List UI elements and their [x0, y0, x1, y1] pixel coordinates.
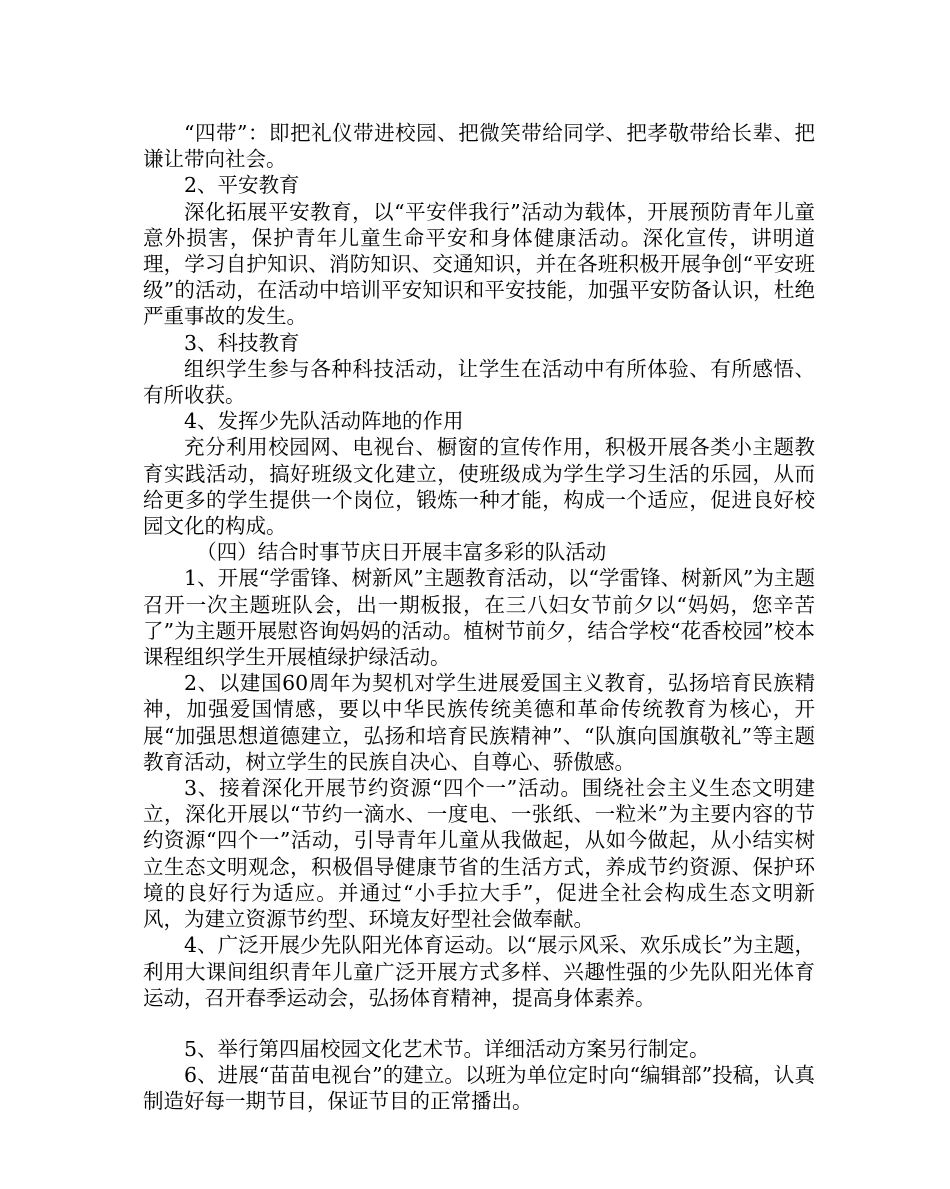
paragraph-safety-education: 深化拓展平安教育，以“平安伴我行”活动为载体，开展预防青年儿童意外损害，保护青年儿童生命平安和身体健康活动。深化宣传，讲明道理，学习自护知识、消防知识、交通知识，并在各班积极开展争创“平安班级”的活动，在活动中培训平安知识和平安技能，加强平安防备认识，杜绝严重事故的发生。: [143, 199, 815, 329]
heading-safety-education: 2、平安教育: [184, 173, 300, 198]
paragraph-art-festival: 5、举行第四届校园文化艺术节。详细活动方案另行制定。: [184, 1036, 710, 1061]
paragraph-sunshine-sports: 4、广泛开展少先队阳光体育运动。以“展示风采、欢乐成长”为主题，利用大课间组织青年儿童广泛开展方式多样、兴趣性强的少先队阳光体育运动，召开春季运动会，弘扬体育精神，提高身体素养。: [143, 933, 815, 1010]
heading-pioneer-base: 4、发挥少先队活动阵地的作用: [184, 409, 464, 434]
paragraph-tv-station: 6、进展“苗苗电视台”的建立。以班为单位定时向“编辑部”投稿，认真制造好每一期节目，保证节目的正常播出。: [143, 1063, 815, 1114]
paragraph-learn-leifeng: 1、开展“学雷锋、树新风”主题教育活动，以“学雷锋、树新风”为主题召开一次主题班队会，出一期板报，在三八妇女节前夕以“妈妈，您辛苦了”为主题开展慰咨询妈妈的活动。植树节前夕，结合学校“花香校园”校本课程组织学生开展植绿护绿活动。: [143, 566, 815, 670]
paragraph-pioneer-base: 充分利用校园网、电视台、橱窗的宣传作用，积极开展各类小主题教育实践活动，搞好班级文化建立，使班级成为学生学习生活的乐园，从而给更多的学生提供一个岗位，锻炼一种才能，构成一个适应，促进良好校园文化的构成。: [143, 435, 815, 539]
document-body: [143, 120, 815, 1115]
heading-tech-education: 3、科技教育: [184, 330, 300, 355]
paragraph-save-resources: 3、接着深化开展节约资源“四个一”活动。围绕社会主义生态文明建立，深化开展以“节约一滴水、一度电、一张纸、一粒米”为主要内容的节约资源“四个一”活动，引导青年儿童从我做起，从如今做起，从小结实树立生态文明观念，积极倡导健康节省的生活方式，养成节约资源、保护环境的良好行为适应。并通过“小手拉大手”，促进全社会构成生态文明新风，为建立资源节约型、环境友好型社会做奉献。: [143, 776, 815, 932]
paragraph-tech-education: 组织学生参与各种科技活动，让学生在活动中有所体验、有所感悟、有所收获。: [143, 356, 815, 408]
paragraph-patriotism: 2、以建国60周年为契机对学生进展爱国主义教育，弘扬培育民族精神，加强爱国情感，要以中华民族传统美德和革命传统教育为核心，开展“加强思想道德建立，弘扬和培育民族精神”、“队旗向国旗敬礼”等主题教育活动，树立学生的民族自决心、自尊心、骄傲感。: [143, 671, 815, 774]
section-heading-four: （四）结合时事节庆日开展丰富多彩的队活动: [196, 540, 607, 565]
paragraph-four-belts: “四带”：即把礼仪带进校园、把微笑带给同学、把孝敬带给长辈、把谦让带向社会。: [143, 121, 815, 172]
